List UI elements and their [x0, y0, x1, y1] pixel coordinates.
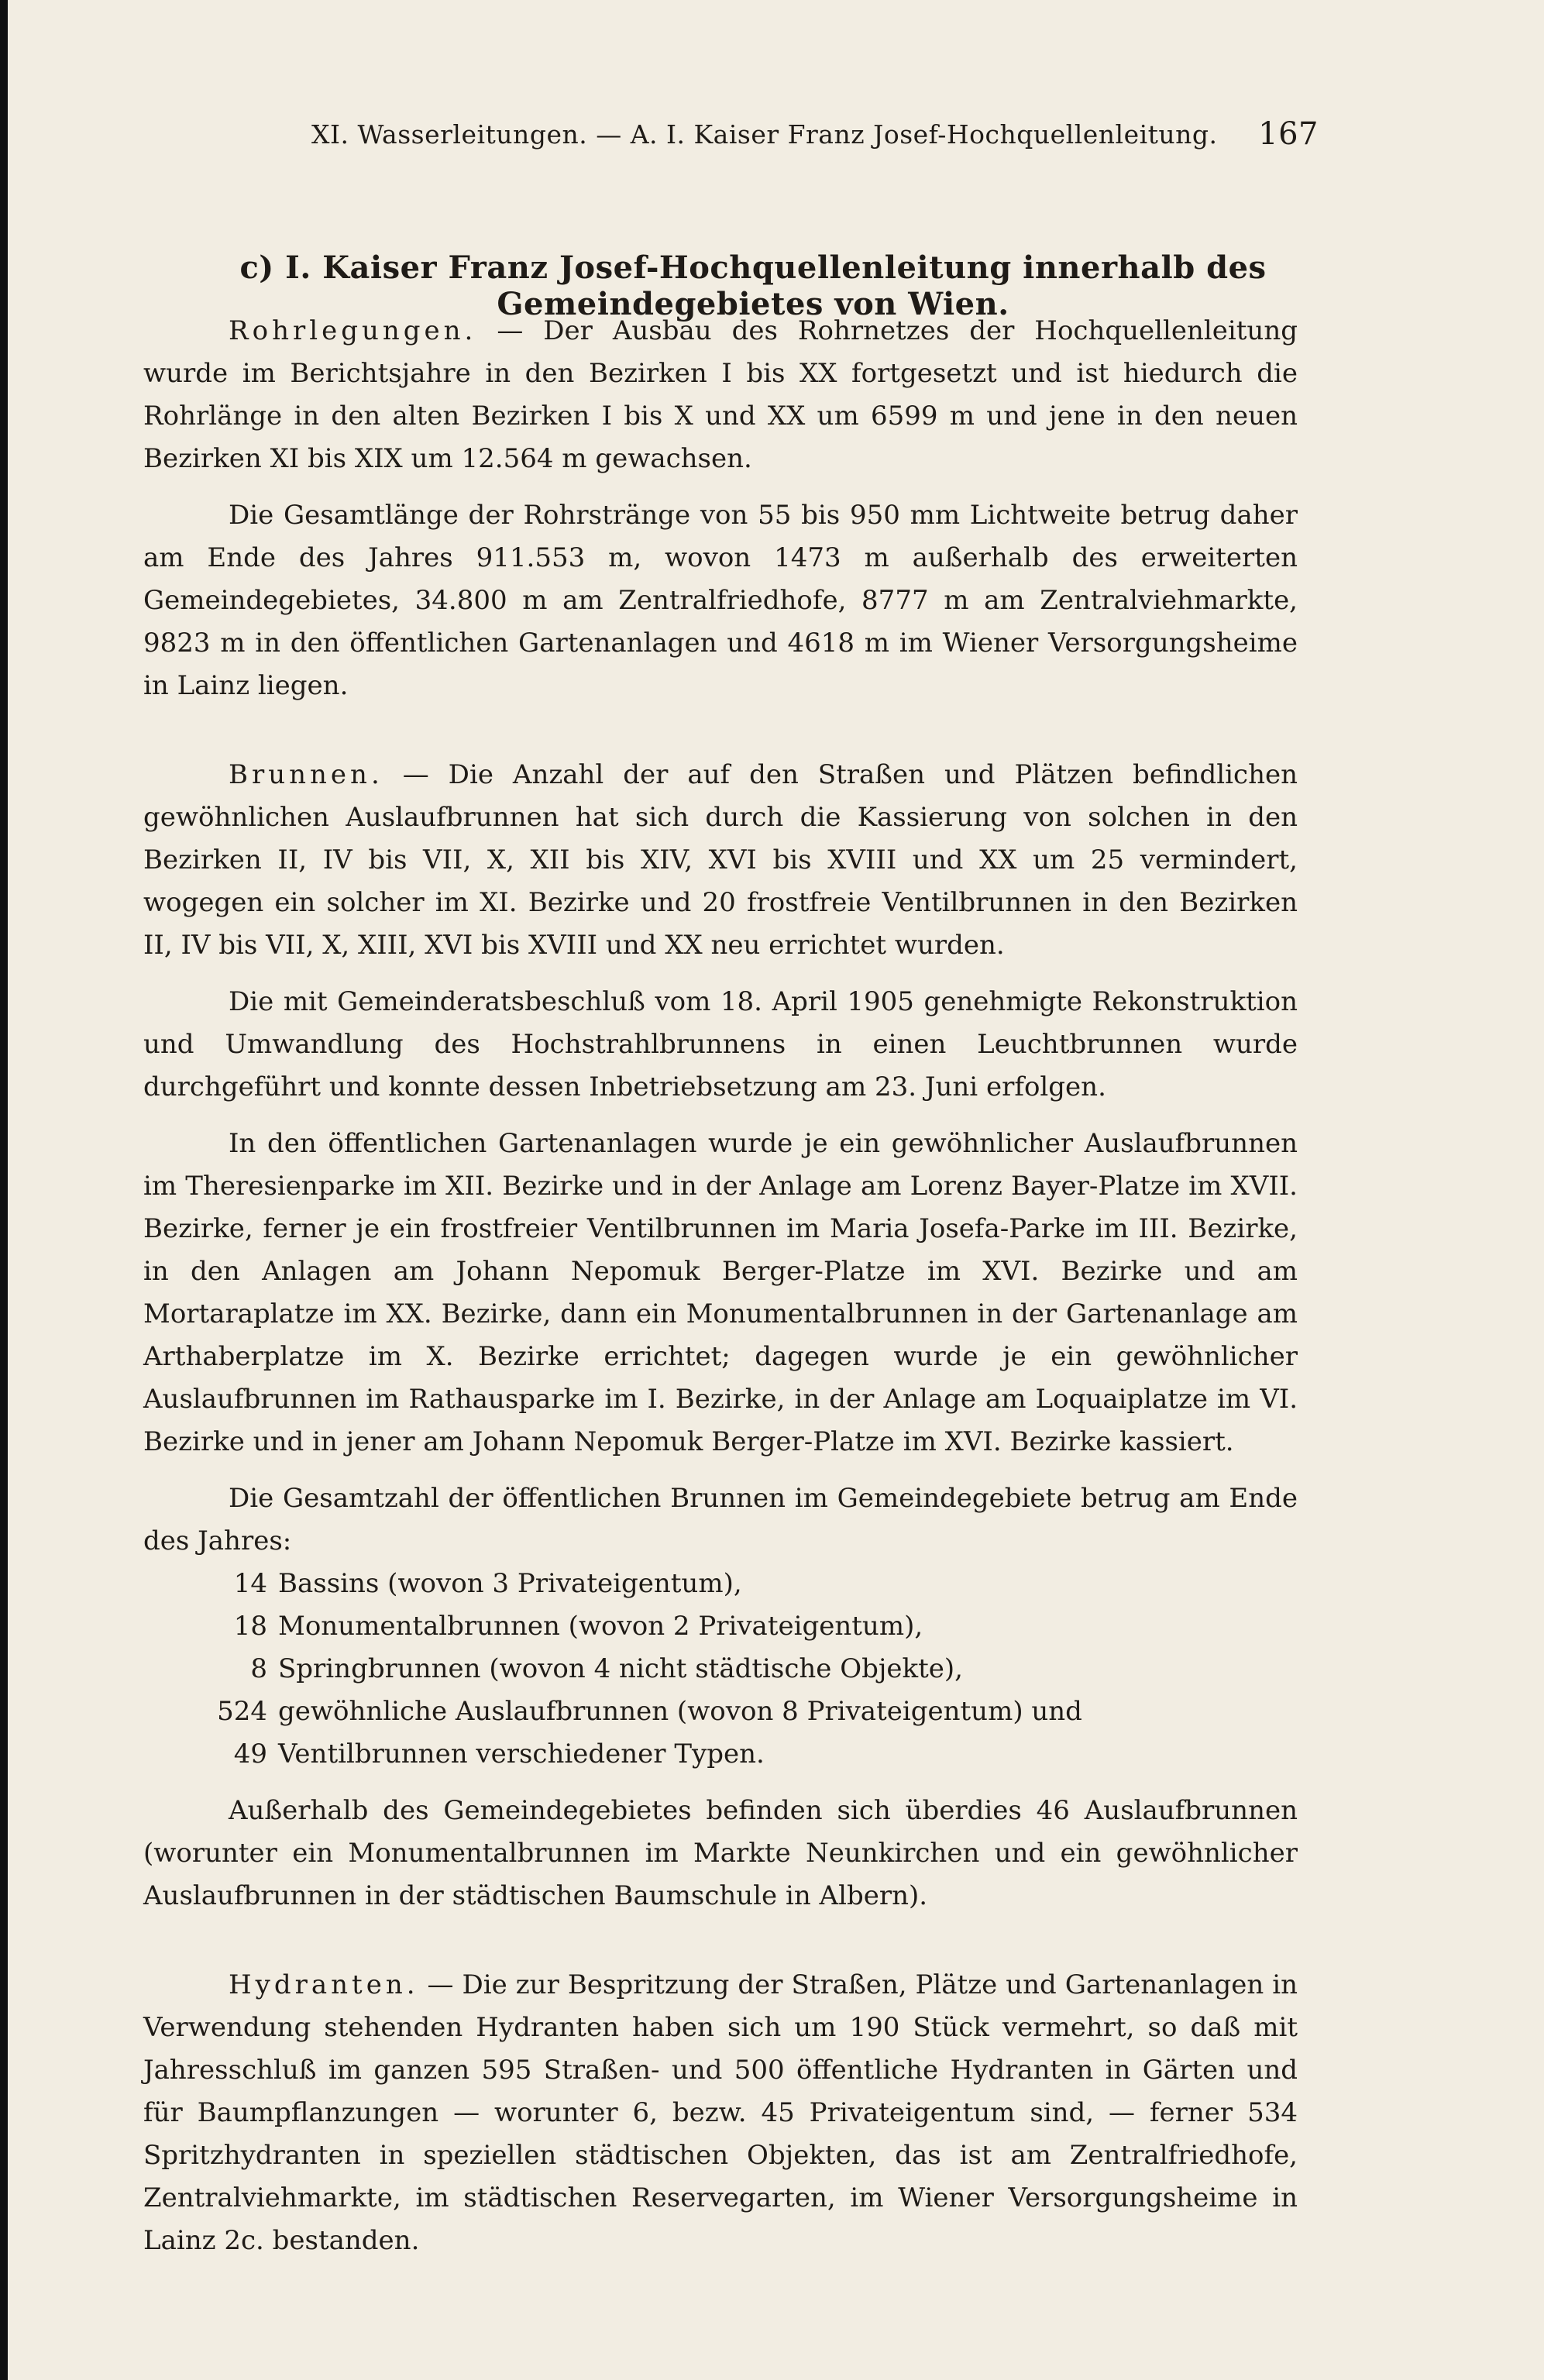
paragraph-brunnen	[143, 754, 1298, 967]
paragraph-ausserhalb: Außerhalb des Gemeindegebietes befinden sich überdies 46 Auslaufbrunnen (worunter ein Monumentalbrunnen im Markte Neunkirchen und ein gewöhnlicher Auslaufbrunnen in der städtischen Baumschule in Albern).	[143, 1795, 1298, 1911]
paragraph-text: — Die zur Bespritzung der Straßen, Plätze und Gartenanlagen in Verwendung stehenden Hydranten haben sich um 190 Stück vermehrt, so daß mit Jahresschluß im ganzen 595 Straßen- und 500 öffentliche Hydranten in Gärten und für Baumpflanzungen — worunter 6, bezw. 45 Privateigentum sind, — ferner 534 Spritzhydranten in speziellen städtischen Objekten, das ist am Zentralfriedhofe, Zentralviehmarkte, im städtischen Reservegarten, im Wiener Versorgungsheime in Lainz 2c. bestanden.	[143, 1969, 1298, 2256]
paragraph-hydranten	[143, 1964, 1298, 2262]
paragraph-rohrlegungen	[143, 310, 1298, 480]
list-item	[143, 1605, 1298, 1648]
page-number: 167	[1258, 116, 1319, 152]
paragraph-gartenanlagen: In den öffentlichen Gartenanlagen wurde je ein gewöhnlicher Auslaufbrunnen im Theresienparke im XII. Bezirke und in der Anlage am Lorenz Bayer-Platze im XVII. Bezirke, ferner je ein frostfreier Ventilbrunnen im Maria Josefa-Parke im III. Bezirke, in den Anlagen am Johann Nepomuk Berger-Platze im XVI. Bezirke und am Mortaraplatze im XX. Bezirke, dann ein Monumentalbrunnen in der Gartenanlage am Arthaberplatze im X. Bezirke errichtet; dagegen wurde je ein gewöhnlicher Auslaufbrunnen im Rathausparke im I. Bezirke, in der Anlage am Loquaiplatze im VI. Bezirke und in jener am Johann Nepomuk Berger-Platze im XVI. Bezirke kassiert.	[143, 1128, 1298, 1457]
list-count: 524	[217, 1696, 267, 1727]
running-title: XI. Wasserleitungen. — A. I. Kaiser Franz Josef-Hochquellenleitung.	[311, 119, 1218, 150]
paragraph-text: — Der Ausbau des Rohrnetzes der Hochquellenleitung wurde im Berichtsjahre in den Bezirken I bis XX fortgesetzt und ist hiedurch die Rohrlänge in den alten Bezirken I bis X und XX um 6599 m und jene in den neuen Bezirken XI bis XIX um 12.564 m gewachsen.	[143, 315, 1298, 474]
list-item	[143, 1648, 1298, 1690]
list-item	[143, 1733, 1298, 1776]
list-count: 14	[233, 1568, 267, 1599]
paragraph-lead: Hydranten.	[229, 1969, 419, 2000]
document-page	[8, 0, 1544, 2380]
section-title: c) I. Kaiser Franz Josef-Hochquellenleitung innerhalb des Gemeindegebietes von Wien.	[239, 249, 1267, 322]
list-label: Springbrunnen (wovon 4 nicht städtische Objekte),	[278, 1653, 963, 1684]
list-item	[143, 1690, 1298, 1733]
body-text	[143, 310, 1298, 2262]
running-header	[311, 116, 1319, 163]
list-label: Monumentalbrunnen (wovon 2 Privateigentum),	[278, 1611, 923, 1642]
paragraph-gesamtzahl: Die Gesamtzahl der öffentlichen Brunnen im Gemeindegebiete betrug am Ende des Jahres:	[143, 1483, 1298, 1556]
paragraph-lead: Brunnen.	[229, 759, 383, 790]
list-label: gewöhnliche Auslaufbrunnen (wovon 8 Privateigentum) und	[278, 1696, 1082, 1727]
paragraph-hochstrahlbrunnen: Die mit Gemeinderatsbeschluß vom 18. April 1905 genehmigte Rekonstruktion und Umwandlung des Hochstrahlbrunnens in einen Leuchtbrunnen wurde durchgeführt und konnte dessen Inbetriebsetzung am 23. Juni erfolgen.	[143, 986, 1298, 1102]
list-label: Bassins (wovon 3 Privateigentum),	[278, 1568, 742, 1599]
paragraph-text: — Die Anzahl der auf den Straßen und Plätzen befindlichen gewöhnlichen Auslaufbrunnen hat sich durch die Kassierung von solchen in den Bezirken II, IV bis VII, X, XII bis XIV, XVI bis XVIII und XX um 25 vermindert, wogegen ein solcher im XI. Bezirke und 20 frostfreie Ventilbrunnen in den Bezirken II, IV bis VII, X, XIII, XVI bis XVIII und XX neu errichtet wurden.	[143, 759, 1298, 961]
paragraph-gesamtlaenge: Die Gesamtlänge der Rohrstränge von 55 bis 950 mm Lichtweite betrug daher am Ende des Jahres 911.553 m, wovon 1473 m außerhalb des erweiterten Gemeindegebietes, 34.800 m am Zentralfriedhofe, 8777 m am Zentralviehmarkte, 9823 m in den öffentlichen Gartenanlagen und 4618 m im Wiener Versorgungsheime in Lainz liegen.	[143, 500, 1298, 701]
list-item	[143, 1563, 1298, 1605]
list-count: 49	[233, 1739, 267, 1770]
list-count: 18	[233, 1611, 267, 1642]
fountain-list	[143, 1563, 1298, 1776]
list-count: 8	[250, 1653, 267, 1684]
paragraph-lead: Rohrlegungen.	[229, 315, 477, 346]
list-label: Ventilbrunnen verschiedener Typen.	[278, 1739, 765, 1770]
